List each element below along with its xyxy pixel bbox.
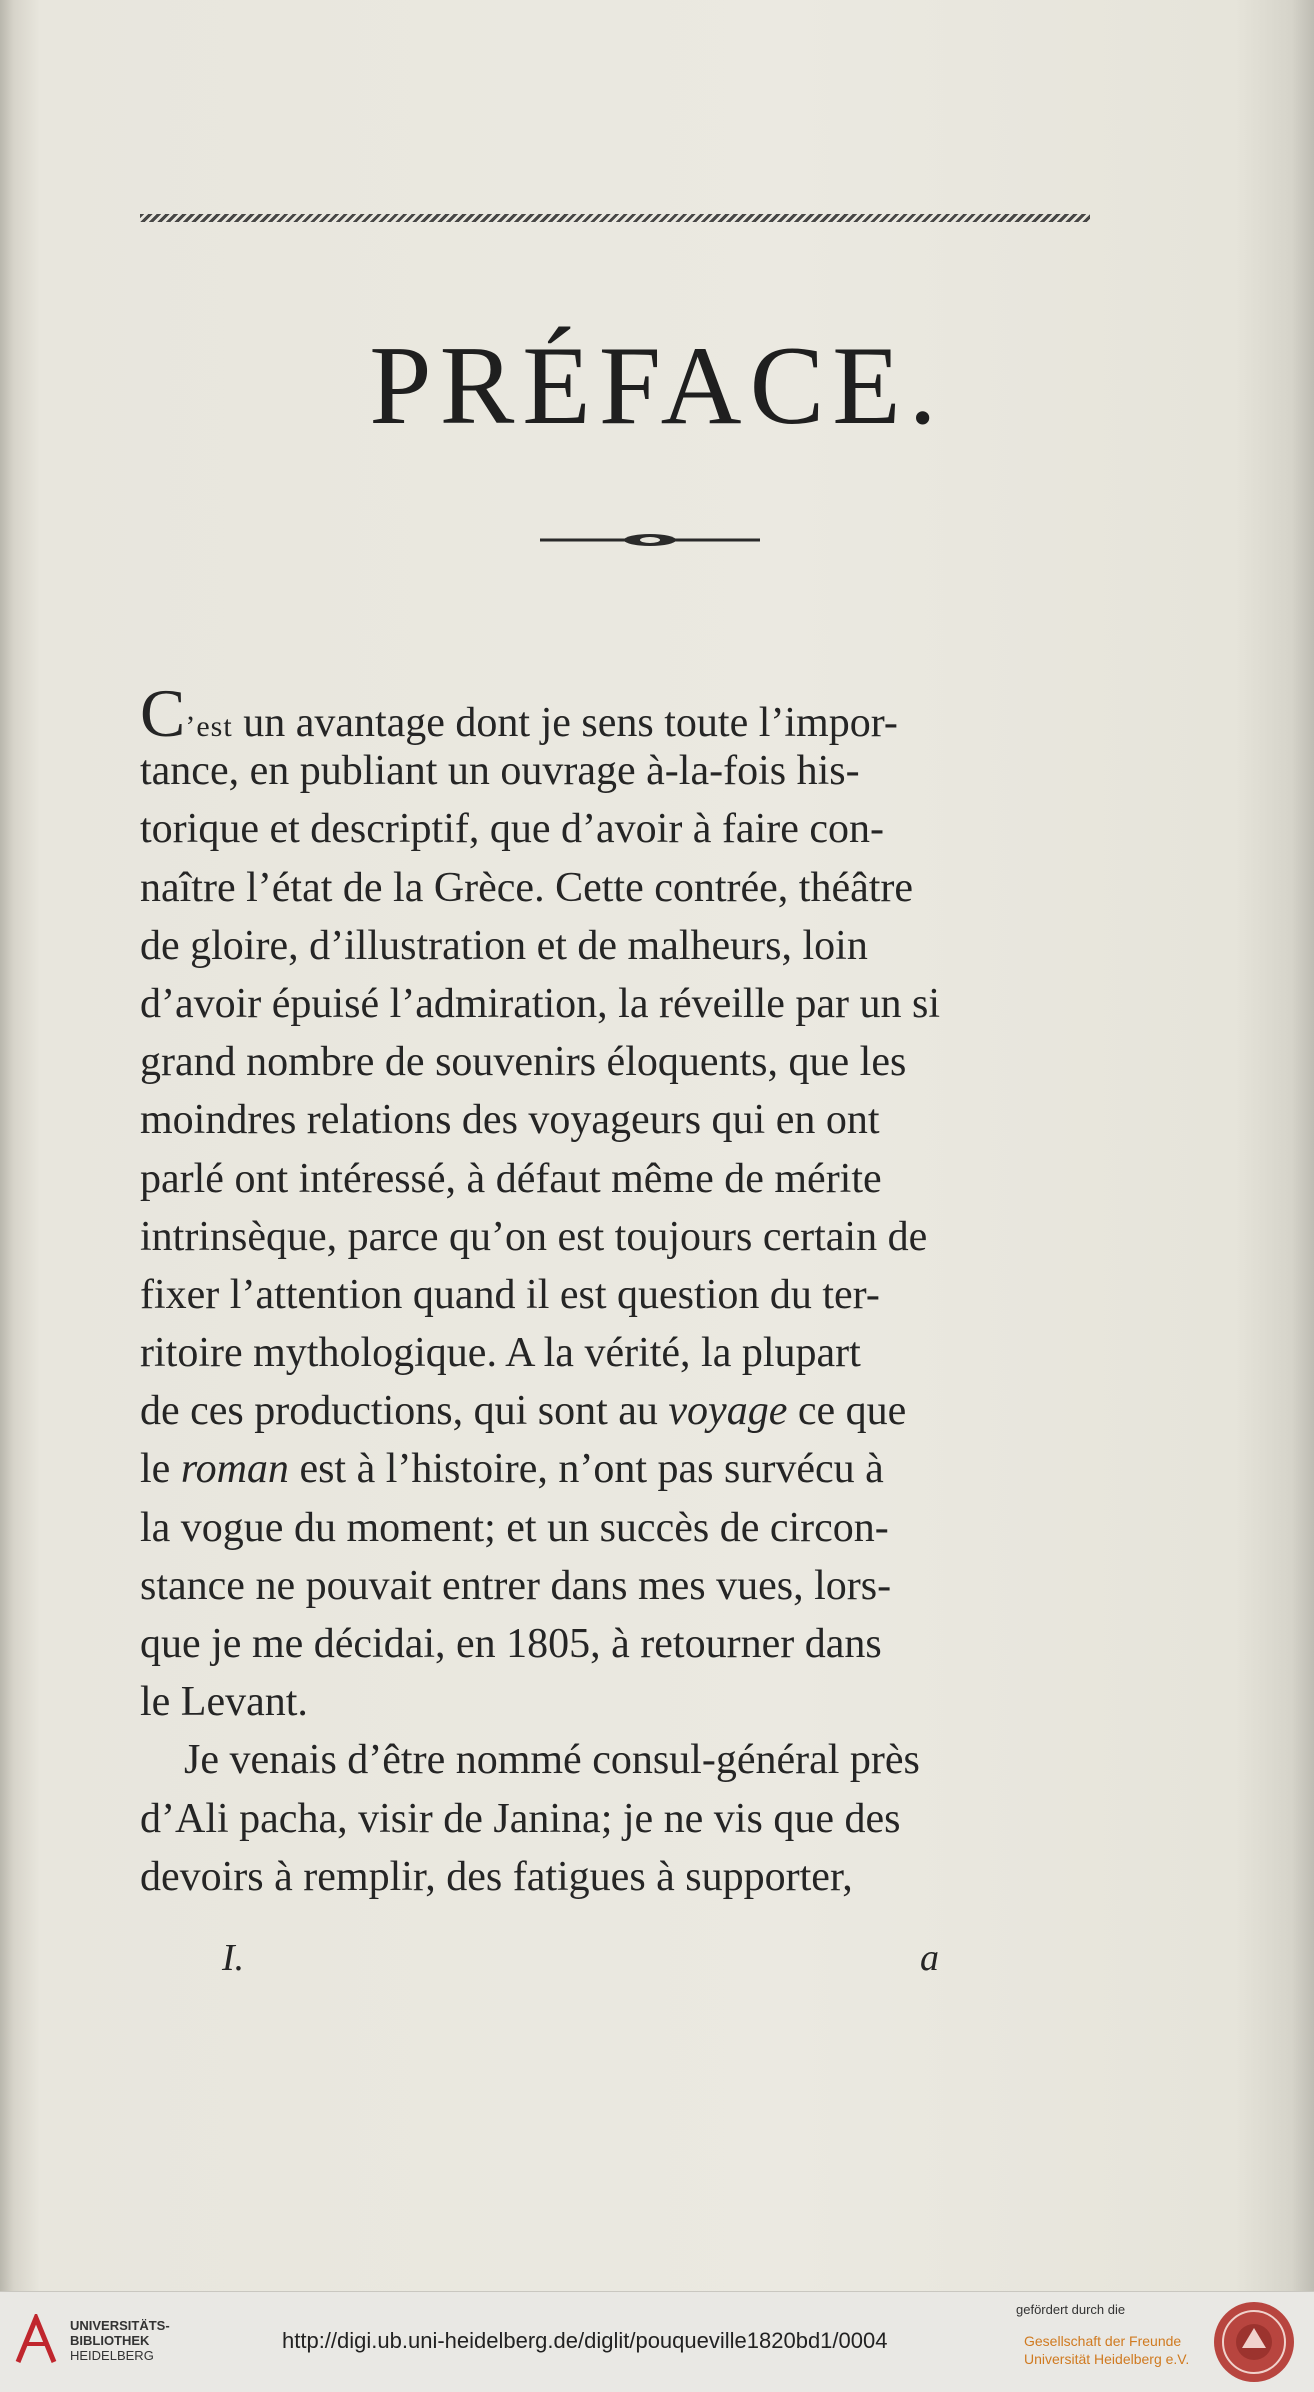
- page-title: PRÉFACE.: [369, 324, 945, 448]
- text-line-15: [140, 1499, 1108, 1557]
- line-text: d’avoir épuisé l’admiration, la réveille par un si: [140, 980, 941, 1027]
- library-logo-icon: [14, 2314, 58, 2366]
- text-line-13: [140, 1382, 1108, 1440]
- text-line-1: [140, 675, 1108, 751]
- italic-word: roman: [180, 1446, 289, 1493]
- library-name: [70, 2318, 170, 2363]
- line-text: de ces productions, qui sont au: [140, 1388, 658, 1435]
- sponsor-name-line2: Universität Heidelberg e.V.: [1024, 2351, 1190, 2367]
- line-text: intrinsèque, parce qu’on est toujours certain de: [140, 1213, 928, 1260]
- line-text: moindres relations des voyageurs qui en ont: [140, 1097, 880, 1144]
- text-line-5: [140, 917, 1108, 975]
- line-text: de gloire, d’illustration et de malheurs, loin: [140, 922, 868, 969]
- text-line-3: [140, 800, 1108, 858]
- line-text: grand nombre de souvenirs éloquents, que les: [140, 1039, 907, 1086]
- text-line-4: [140, 859, 1108, 917]
- line-text: un avantage dont je sens toute l’impor-: [232, 700, 898, 746]
- sponsor-name-line1: Gesellschaft der Freunde: [1024, 2333, 1182, 2349]
- line-text: le Levant.: [140, 1679, 308, 1726]
- signature-mark-right: a: [920, 1937, 939, 1979]
- sponsor-name: [1024, 2332, 1189, 2368]
- line-text: le: [140, 1446, 171, 1493]
- line-text: d’Ali pacha, visir de Janina; je ne vis que des: [140, 1795, 901, 1842]
- top-ornamental-rule: [140, 214, 1090, 222]
- line-text: ritoire mythologique. A la vérité, la plupart: [140, 1330, 861, 1377]
- text-line-11: [140, 1266, 1108, 1324]
- line-text: stance ne pouvait entrer dans mes vues, lors-: [140, 1562, 892, 1609]
- opening-smallcaps: ’est: [185, 710, 233, 743]
- line-text: que je me décidai, en 1805, à retourner dans: [140, 1621, 882, 1667]
- line-text: fixer l’attention quand il est question du ter-: [140, 1271, 880, 1318]
- line-text-mixed: [140, 1440, 884, 1498]
- viewer-footer: [0, 2291, 1314, 2392]
- text-line-21: [140, 1848, 1108, 1906]
- text-line-10: [140, 1208, 1108, 1266]
- text-line-20: [140, 1790, 1108, 1848]
- italic-word: voyage: [668, 1388, 788, 1435]
- text-line-18: [140, 1673, 1108, 1731]
- library-name-line3: HEIDELBERG: [70, 2348, 154, 2363]
- text-line-7: [140, 1033, 1108, 1091]
- line-text: la vogue du moment; et un succès de circon-: [140, 1504, 889, 1551]
- text-line-12: [140, 1324, 1108, 1382]
- line-text: parlé ont intéressé, à défaut même de mérite: [140, 1155, 882, 1202]
- text-line-14: [140, 1440, 1108, 1498]
- line-text: tance, en publiant un ouvrage à-la-fois his-: [140, 748, 860, 795]
- library-name-line1: UNIVERSITÄTS-: [70, 2318, 170, 2333]
- opening-words: [140, 675, 898, 751]
- text-line-9: [140, 1150, 1108, 1208]
- line-text: naître l’état de la Grèce. Cette contrée, théâtre: [140, 864, 914, 911]
- sponsor-label: gefördert durch die: [1016, 2302, 1126, 2317]
- line-text-mixed: [140, 1382, 906, 1440]
- text-line-2: [140, 742, 1108, 800]
- line-text: est à l’histoire, n’ont pas survécu à: [299, 1446, 884, 1493]
- line-text: Je venais d’être nommé consul-général près: [184, 1737, 920, 1784]
- text-line-8: [140, 1091, 1108, 1149]
- line-text: devoirs à remplir, des fatigues à supporter,: [140, 1853, 853, 1900]
- text-line-6: [140, 975, 1108, 1033]
- text-line-16: [140, 1557, 1108, 1615]
- title-ornament: [540, 532, 760, 548]
- text-line-17: [140, 1615, 1108, 1673]
- line-text: ce que: [797, 1388, 907, 1435]
- body-text: [140, 675, 1108, 1906]
- text-line-19: [140, 1731, 1108, 1789]
- signature-mark-left: I.: [222, 1937, 245, 1979]
- university-seal-icon: [1212, 2300, 1296, 2384]
- drop-cap: C: [140, 675, 186, 751]
- line-text: torique et descriptif, que d’avoir à faire con-: [140, 806, 885, 853]
- permalink-url[interactable]: http://digi.ub.uni-heidelberg.de/diglit/pouqueville1820bd1/0004: [282, 2328, 888, 2353]
- library-name-line2: BIBLIOTHEK: [70, 2333, 150, 2348]
